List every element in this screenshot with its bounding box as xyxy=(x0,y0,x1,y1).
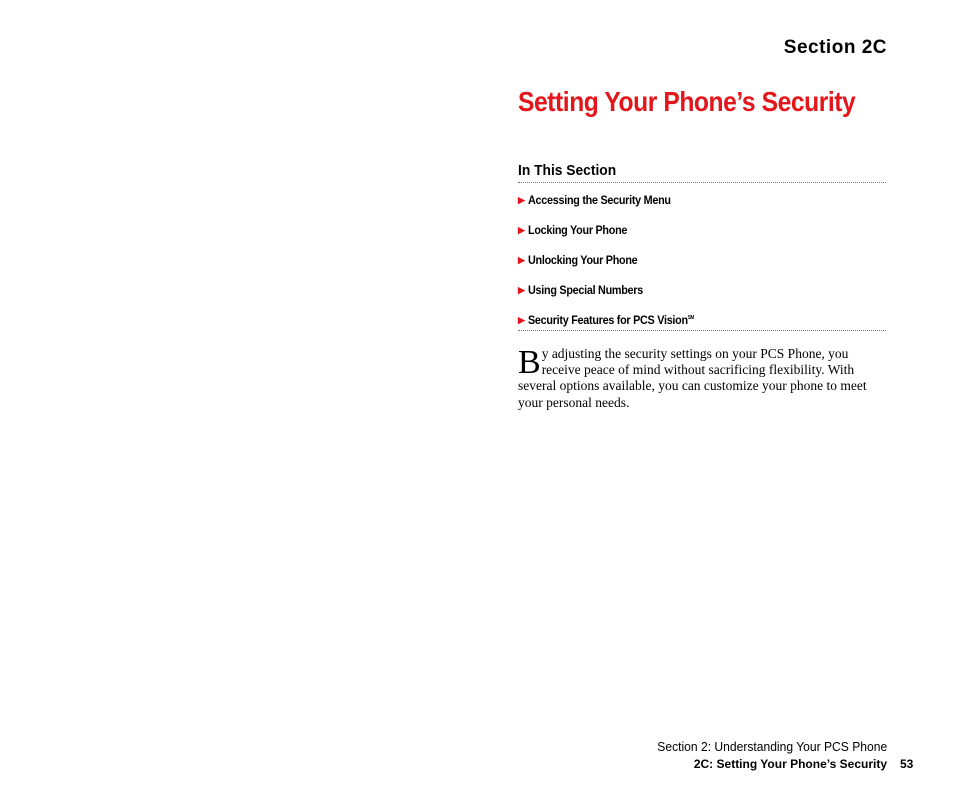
toc-bottom-divider xyxy=(518,330,886,331)
toc-item-label: Accessing the Security Menu xyxy=(527,193,671,207)
toc-list xyxy=(518,193,712,343)
arrow-right-icon: ▶ xyxy=(518,255,525,265)
arrow-right-icon: ▶ xyxy=(518,315,525,325)
page-number: 53 xyxy=(900,757,914,771)
toc-item[interactable] xyxy=(518,283,712,313)
section-label: Section 2C xyxy=(783,37,887,58)
drop-cap: B xyxy=(518,344,541,381)
toc-item[interactable] xyxy=(518,313,712,343)
intro-paragraph xyxy=(518,346,878,411)
page-title: Setting Your Phone’s Security xyxy=(518,86,856,117)
service-mark: SM xyxy=(687,315,694,321)
toc-top-divider xyxy=(518,182,886,183)
intro-text: y adjusting the security settings on your PCS Phone, you receive peace of mind without sacrificing flexibility. With several options available, you can customize your phone to meet your personal needs. xyxy=(518,346,867,410)
toc-item[interactable] xyxy=(518,193,712,223)
toc-item-label: Security Features for PCS Vision℠ xyxy=(527,313,694,327)
footer-section: 2C: Setting Your Phone’s Security xyxy=(693,757,887,771)
toc-heading: In This Section xyxy=(518,162,617,179)
arrow-right-icon: ▶ xyxy=(518,225,525,235)
toc-item-label: Locking Your Phone xyxy=(527,223,628,237)
toc-item-label: Using Special Numbers xyxy=(527,283,643,297)
arrow-right-icon: ▶ xyxy=(518,195,525,205)
toc-item[interactable] xyxy=(518,253,712,283)
footer-chapter: Section 2: Understanding Your PCS Phone xyxy=(657,739,887,754)
toc-item[interactable] xyxy=(518,223,712,253)
toc-item-label: Unlocking Your Phone xyxy=(527,253,638,267)
arrow-right-icon: ▶ xyxy=(518,285,525,295)
